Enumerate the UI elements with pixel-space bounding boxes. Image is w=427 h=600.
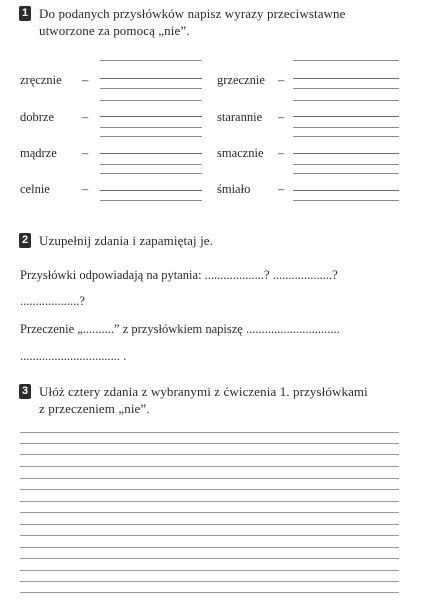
answer-line[interactable]	[100, 190, 202, 191]
answer-line[interactable]	[100, 127, 202, 128]
writing-line[interactable]	[20, 558, 399, 559]
exercise-3-number: 3	[19, 384, 31, 399]
exercise-2-line-1: Przysłówki odpowiadają na pytania: ...................? ...................?	[20, 268, 338, 282]
writing-line[interactable]	[20, 443, 399, 444]
answer-line[interactable]	[293, 173, 399, 174]
answer-line[interactable]	[100, 173, 202, 174]
writing-line[interactable]	[20, 570, 399, 571]
answer-line[interactable]	[293, 190, 399, 191]
answer-line[interactable]	[293, 100, 399, 101]
exercise-1-instruction	[39, 5, 409, 39]
answer-line[interactable]	[100, 88, 202, 89]
writing-line[interactable]	[20, 501, 399, 502]
exercise-3-instruction	[39, 383, 409, 417]
writing-line[interactable]	[20, 489, 399, 490]
right-word: grzecznie	[217, 73, 265, 87]
exercise-3-instruction-line-1: Ułóż cztery zdania z wybranymi z ćwiczenia 1. przysłówkami	[39, 384, 368, 399]
answer-line[interactable]	[293, 88, 399, 89]
right-word: starannie	[217, 110, 263, 124]
left-word: mądrze	[20, 146, 57, 160]
left-word: celnie	[20, 182, 50, 196]
answer-line[interactable]	[100, 100, 202, 101]
exercise-1-number: 1	[19, 6, 31, 21]
writing-line[interactable]	[20, 547, 399, 548]
writing-line[interactable]	[20, 535, 399, 536]
writing-line[interactable]	[20, 432, 399, 433]
right-dash: –	[278, 182, 285, 196]
answer-line[interactable]	[293, 78, 399, 79]
answer-line[interactable]	[100, 153, 202, 154]
exercise-3-instruction-line-2: z przeczeniem „nie”.	[39, 401, 150, 416]
answer-line[interactable]	[100, 200, 202, 201]
exercise-2-line-3: Przeczenie „..........” z przysłówkiem napiszę ..............................	[20, 322, 340, 336]
writing-line[interactable]	[20, 454, 399, 455]
answer-line[interactable]	[293, 60, 399, 61]
writing-line[interactable]	[20, 466, 399, 467]
writing-line[interactable]	[20, 592, 399, 593]
left-dash: –	[82, 110, 89, 124]
answer-line[interactable]	[293, 164, 399, 165]
answer-line[interactable]	[293, 127, 399, 128]
right-dash: –	[278, 73, 285, 87]
answer-line[interactable]	[293, 200, 399, 201]
answer-line[interactable]	[293, 116, 399, 117]
exercise-1-instruction-line-2: utworzone za pomocą „nie”.	[39, 23, 190, 38]
answer-line[interactable]	[100, 60, 202, 61]
answer-line[interactable]	[100, 136, 202, 137]
answer-line[interactable]	[293, 136, 399, 137]
exercise-2-line-4: ................................ .	[20, 349, 127, 363]
right-word: śmiało	[217, 182, 251, 196]
writing-line[interactable]	[20, 581, 399, 582]
left-dash: –	[82, 182, 89, 196]
left-word: zręcznie	[20, 73, 62, 87]
answer-line[interactable]	[100, 164, 202, 165]
answer-line[interactable]	[293, 153, 399, 154]
answer-line[interactable]	[100, 78, 202, 79]
right-dash: –	[278, 146, 285, 160]
exercise-1-instruction-line-1: Do podanych przysłówków napisz wyrazy przeciwstawne	[39, 6, 346, 21]
left-dash: –	[82, 146, 89, 160]
writing-line[interactable]	[20, 478, 399, 479]
writing-line[interactable]	[20, 512, 399, 513]
right-dash: –	[278, 110, 285, 124]
left-dash: –	[82, 73, 89, 87]
writing-line[interactable]	[20, 524, 399, 525]
exercise-2-number: 2	[19, 233, 31, 248]
exercise-2-line-2: ...................?	[20, 294, 85, 308]
right-word: smacznie	[217, 146, 264, 160]
left-word: dobrze	[20, 110, 55, 124]
answer-line[interactable]	[100, 116, 202, 117]
exercise-2-instruction: Uzupełnij zdania i zapamiętaj je.	[39, 233, 214, 248]
